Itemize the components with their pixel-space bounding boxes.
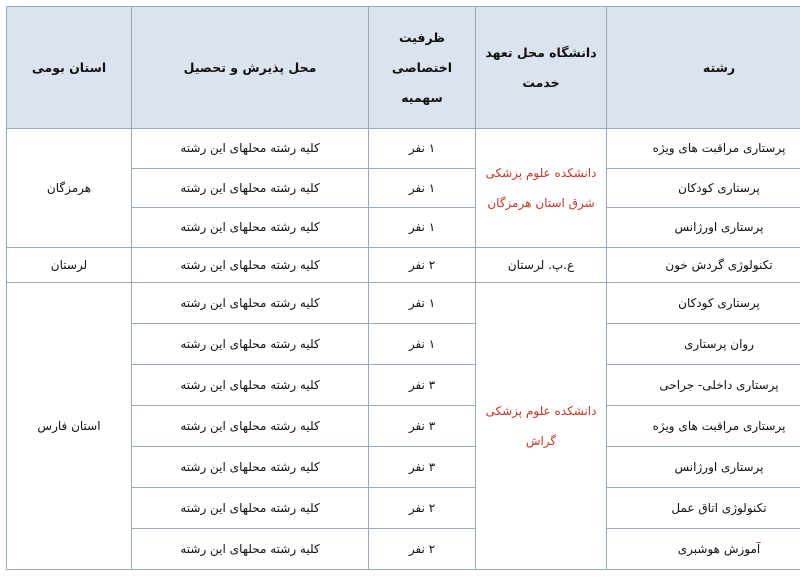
place-cell: کلیه رشته محلهای این رشته <box>132 129 369 169</box>
field-cell: پرستاری مراقبت های ویژه <box>607 405 800 446</box>
table-row <box>7 282 800 323</box>
university-cell: ع.پ. لرستان <box>476 247 607 282</box>
capacity-cell: ۳ نفر <box>369 446 476 487</box>
header-field: رشته <box>607 7 800 129</box>
place-cell: کلیه رشته محلهای این رشته <box>132 168 369 208</box>
field-cell: آموزش هوشبری <box>607 528 800 569</box>
place-cell: کلیه رشته محلهای این رشته <box>132 487 369 528</box>
field-cell: تکنولوژی گردش خون <box>607 247 800 282</box>
place-cell: کلیه رشته محلهای این رشته <box>132 528 369 569</box>
university-cell: دانشکده علوم پزشکی شرق استان هرمزگان <box>476 129 607 248</box>
field-cell: پرستاری مراقبت های ویژه <box>607 129 800 169</box>
capacity-cell: ۲ نفر <box>369 247 476 282</box>
province-cell: لرستان <box>7 247 132 282</box>
capacity-cell: ۱ نفر <box>369 208 476 248</box>
province-cell: هرمزگان <box>7 129 132 248</box>
place-cell: کلیه رشته محلهای این رشته <box>132 405 369 446</box>
header-capacity: ظرفیت اختصاصی سهمیه <box>369 7 476 129</box>
field-cell: تکنولوژی اتاق عمل <box>607 487 800 528</box>
table-row <box>7 247 800 282</box>
capacity-cell: ۱ نفر <box>369 323 476 364</box>
place-cell: کلیه رشته محلهای این رشته <box>132 364 369 405</box>
table-body <box>7 129 800 570</box>
quota-table-container <box>6 6 794 570</box>
header-place: محل پذیرش و تحصیل <box>132 7 369 129</box>
quota-table <box>6 6 800 570</box>
capacity-cell: ۳ نفر <box>369 405 476 446</box>
capacity-cell: ۱ نفر <box>369 129 476 169</box>
place-cell: کلیه رشته محلهای این رشته <box>132 282 369 323</box>
capacity-cell: ۲ نفر <box>369 487 476 528</box>
header-university: دانشگاه محل تعهد خدمت <box>476 7 607 129</box>
table-row <box>7 129 800 169</box>
place-cell: کلیه رشته محلهای این رشته <box>132 446 369 487</box>
field-cell: پرستاری کودکان <box>607 168 800 208</box>
field-cell: پرستاری اورژانس <box>607 446 800 487</box>
capacity-cell: ۱ نفر <box>369 282 476 323</box>
capacity-cell: ۳ نفر <box>369 364 476 405</box>
field-cell: روان پرستاری <box>607 323 800 364</box>
place-cell: کلیه رشته محلهای این رشته <box>132 208 369 248</box>
place-cell: کلیه رشته محلهای این رشته <box>132 247 369 282</box>
field-cell: پرستاری اورژانس <box>607 208 800 248</box>
capacity-cell: ۱ نفر <box>369 168 476 208</box>
field-cell: پرستاری کودکان <box>607 282 800 323</box>
capacity-cell: ۲ نفر <box>369 528 476 569</box>
header-row <box>7 7 800 129</box>
header-province: استان بومی <box>7 7 132 129</box>
university-cell: دانشکده علوم پزشکی گراش <box>476 282 607 569</box>
province-cell: استان فارس <box>7 282 132 569</box>
field-cell: پرستاری داخلی- جراحی <box>607 364 800 405</box>
place-cell: کلیه رشته محلهای این رشته <box>132 323 369 364</box>
